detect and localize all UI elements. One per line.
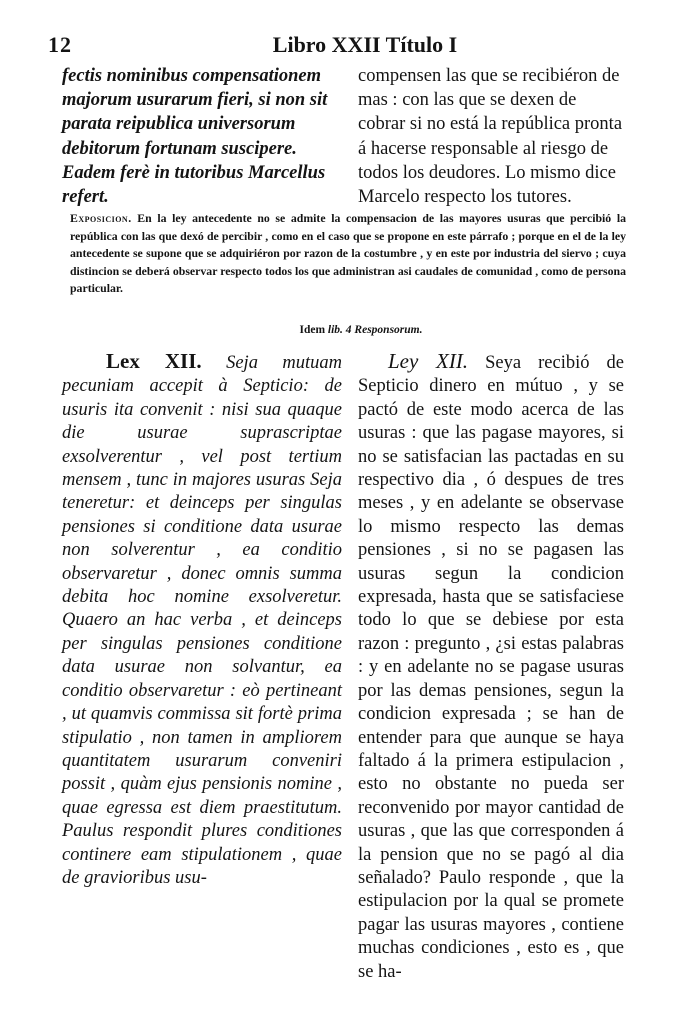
page-number: 12 — [48, 32, 72, 57]
source-citation — [0, 324, 682, 336]
source-author: Idem — [299, 324, 326, 336]
spanish-paragraph-top: compensen las que se recibiéron de mas : con las que se dexen de cobrar si no está la república pronta á hacerse responsable al riesgo de todos los deudores. Lo mismo dice Marcelo respecto los tutores. — [358, 66, 623, 208]
lex-text: Seja mutuam pecuniam accepit à Septicio: de usuris ita convenit : nisi sua quaque die usurae suprascriptae exsolverentur , vel post tertium mensem , tunc in majores usuras Seja teneretur: et deinceps per singulas pensiones si conditione data usurae non solverentur , ea conditio observaretur , donec omnis summa debita hoc nomine exsolveretur. Quaero an hac verba , et deinceps per singulas pensiones conditione data usurae non solvantur, ea conditio observaretur : eò pertineant , ut quamvis commissa sit fortè prima stipulatio , non tamen in ampliorem quantitatem usurarum conveniri possit , quàm ejus pensionis nomine , quae egressa est diem praestitutum. Paulus respondit plures conditiones continere eam stipulationem , quae de gravioribus usu- — [62, 353, 342, 888]
exposition-label: Exposicion. — [70, 211, 132, 225]
source-work: lib. 4 Responsorum. — [327, 324, 423, 336]
latin-paragraph-top: fectis nominibus compensationem majorum usurarum fieri, si non sit parata reipublica universorum debitorum fortunam suscipere. Eadem ferè in tutoribus Marcellus refert. — [62, 66, 328, 208]
latin-column-main — [62, 350, 342, 890]
latin-column-top — [62, 64, 342, 209]
ley-text: Seya recibió de Septicio dinero en mútuo , y se pactó de este modo acerca de las usuras : que las pagase mayores, si no se satisfacian las pactadas en su respectivo dia , ó despues de tres meses , y en adelante se observase lo mismo respecto las demas pensiones , si no se pagasen las usuras segun la condicion expresada, hasta que se satisfaciese todo lo que se debiese por esta razon : pregunto , ¿si estas palabras : y en adelante no se pagase usuras por las demas pensiones, segun la condicion expresada ; se han de entender para que aunque se haya faltado á la primera estipulacion , esto no obstante no pueda ser reconvenido por mayor cantidad de usuras , que las que corresponden á la pension que no se pagó al dia señalado? Paulo responde , que la estipulacion por la qual se promete pagar las usuras mayores , contiene muchas condiciones , esto es , que se ha- — [358, 353, 624, 982]
lex-heading: Lex XII. — [106, 349, 202, 373]
running-title: Libro XXII Título I — [272, 32, 458, 57]
spanish-column-main — [358, 350, 624, 984]
spanish-column-top — [358, 64, 624, 209]
ley-heading: Ley XII. — [388, 349, 469, 373]
page-header — [48, 32, 642, 62]
exposition-note — [70, 210, 626, 298]
exposition-text: En la ley antecedente no se admite la compensacion de las mayores usuras que percibió la república con las que dexó de percibir , como en el caso que se propone en este párrafo ; porque en el de la ley antecedente se supone que se adquiriéron por razon de la costumbre , y en este por industria del siervo ; cuya distincion se deberá observar respecto todos los que administran asi caudales de comunidad , como de persona particular. — [70, 211, 626, 296]
